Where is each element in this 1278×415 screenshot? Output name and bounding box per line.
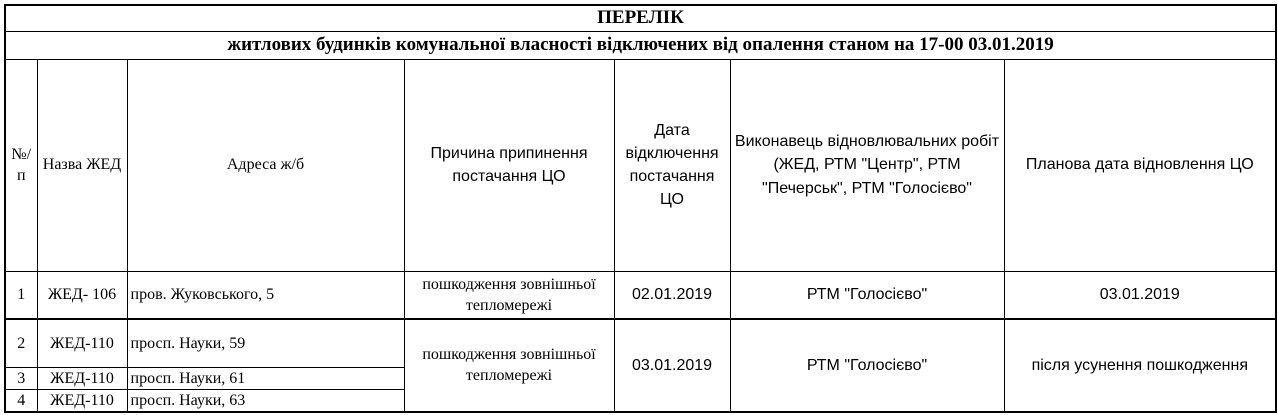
row-address: просп. Науки, 59 bbox=[127, 319, 404, 367]
row-date-off: 03.01.2019 bbox=[614, 319, 730, 412]
row-address: просп. Науки, 61 bbox=[127, 367, 404, 389]
header-address: Адреса ж/б bbox=[127, 59, 404, 271]
row-planned: 03.01.2019 bbox=[1004, 271, 1276, 319]
row-executor: РТМ "Голосієво" bbox=[730, 271, 1004, 319]
row-zhed: ЖЕД-110 bbox=[37, 319, 127, 367]
row-zhed: ЖЕД- 106 bbox=[37, 271, 127, 319]
row-zhed: ЖЕД-110 bbox=[37, 389, 127, 412]
row-reason: пошкодження зовнішньої тепломережі bbox=[404, 319, 614, 412]
heating-outage-table bbox=[4, 4, 1277, 413]
header-executor: Виконавець відновлювальних робіт (ЖЕД, РТМ "Центр", РТМ "Печерськ", РТМ "Голосієво" bbox=[730, 59, 1004, 271]
header-planned: Планова дата відновлення ЦО bbox=[1004, 59, 1276, 271]
row-planned: після усунення пошкодження bbox=[1004, 319, 1276, 412]
header-zhed: Назва ЖЕД bbox=[37, 59, 127, 271]
header-date-off: Дата відключення постачання ЦО bbox=[614, 59, 730, 271]
header-num: №/п bbox=[5, 59, 37, 271]
row-num: 4 bbox=[5, 389, 37, 412]
document-title: ПЕРЕЛІК bbox=[5, 5, 1276, 31]
row-address: пров. Жуковського, 5 bbox=[127, 271, 404, 319]
row-zhed: ЖЕД-110 bbox=[37, 367, 127, 389]
row-num: 2 bbox=[5, 319, 37, 367]
row-num: 1 bbox=[5, 271, 37, 319]
header-reason: Причина припинення постачання ЦО bbox=[404, 59, 614, 271]
document-subtitle: житлових будинків комунальної власності відключених від опалення станом на 17-00 03.01.2019 bbox=[5, 31, 1276, 59]
row-date-off: 02.01.2019 bbox=[614, 271, 730, 319]
row-executor: РТМ "Голосієво" bbox=[730, 319, 1004, 412]
document-sheet bbox=[4, 4, 1275, 412]
row-reason: пошкодження зовнішньої тепломережі bbox=[404, 271, 614, 319]
table-row bbox=[5, 271, 1276, 319]
row-address: просп. Науки, 63 bbox=[127, 389, 404, 412]
row-num: 3 bbox=[5, 367, 37, 389]
table-row bbox=[5, 319, 1276, 367]
